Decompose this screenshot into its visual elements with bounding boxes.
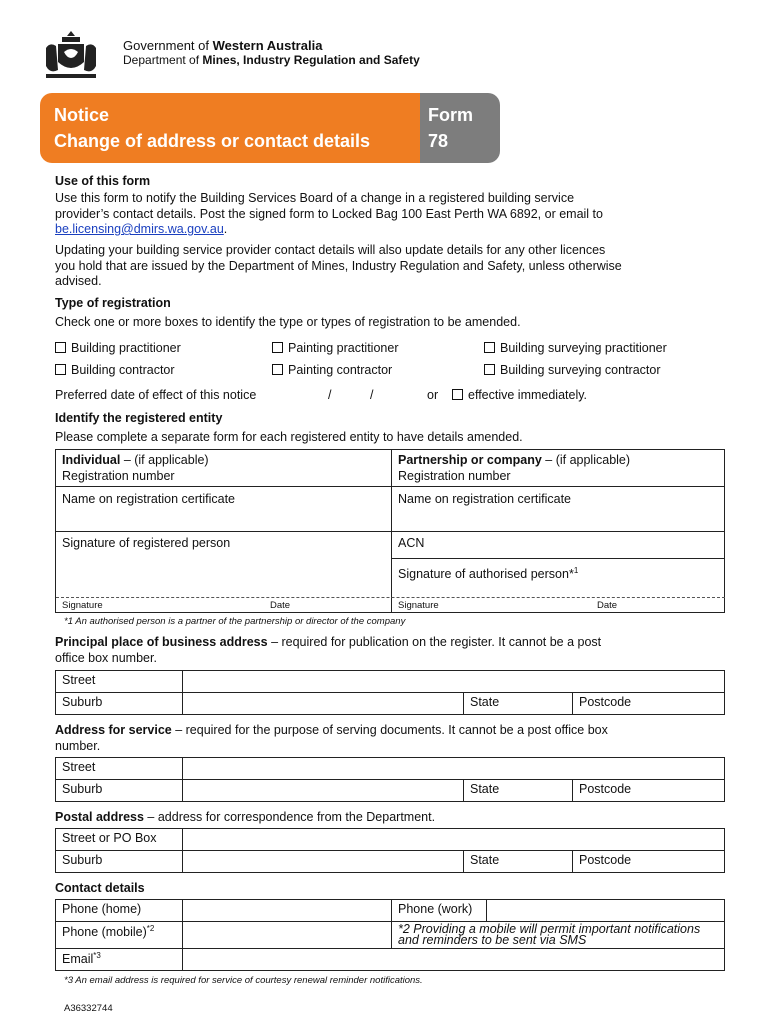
entity-table [55, 449, 725, 613]
service-suburb-input[interactable] [183, 780, 464, 802]
postal-address-table [55, 828, 725, 873]
email-input[interactable] [183, 949, 725, 971]
form-label: Form [428, 105, 473, 125]
service-suburb-label: Suburb [56, 780, 183, 802]
checkbox-icon [55, 364, 66, 375]
use-paragraph-2: Updating your building service provider contact details will also update details for any other licences you hold that are issued by the Department of Mines, Industry Regulation and Safety, unless otherwise advised. [55, 243, 622, 288]
title-banner [40, 93, 420, 163]
postal-street-label: Street or PO Box [56, 829, 183, 851]
principal-postcode-field[interactable]: Postcode [573, 693, 725, 715]
page-title: Change of address or contact details [54, 131, 371, 151]
footnote-1: *1 An authorised person is a partner of the partnership or director of the company [64, 616, 406, 627]
principal-heading: Principal place of business address – required for publication on the register. It cannot be a post office box number. [55, 635, 602, 665]
partnership-heading: Partnership or company – (if applicable) [398, 453, 631, 467]
service-state-field[interactable]: State [464, 780, 573, 802]
checkbox-icon [452, 389, 463, 400]
checkbox-effective-immediately[interactable]: effective immediately. [452, 388, 587, 404]
principal-state-field[interactable]: State [464, 693, 573, 715]
individual-name-field[interactable]: Name on registration certificate [62, 492, 235, 506]
entity-heading: Identify the registered entity [55, 411, 223, 425]
gov-line-2: Department of Mines, Industry Regulation and Safety [123, 53, 420, 67]
principal-suburb-label: Suburb [56, 693, 183, 715]
form-number: 78 [428, 131, 449, 151]
gov-line-1: Government of Western Australia [123, 38, 323, 53]
checkbox-painting-practitioner[interactable]: Painting practitioner [272, 341, 398, 357]
phone-home-label: Phone (home) [56, 900, 183, 922]
partnership-reg-number-field[interactable]: Registration number [398, 469, 511, 483]
checkbox-icon [55, 342, 66, 353]
checkbox-painting-contractor[interactable]: Painting contractor [272, 363, 392, 379]
postal-state-field[interactable]: State [464, 851, 573, 873]
checkbox-icon [272, 342, 283, 353]
mobile-note: *2 Providing a mobile will permit important notifications and reminders to be sent via SMS [392, 922, 725, 949]
wa-crest-logo [40, 28, 102, 83]
acn-field[interactable]: ACN [398, 536, 425, 550]
notice-label: Notice [54, 105, 110, 125]
service-postcode-field[interactable]: Postcode [573, 780, 725, 802]
entity-instruction: Please complete a separate form for each registered entity to have details amended. [55, 430, 523, 444]
date-slash-1: / [328, 388, 332, 402]
checkbox-building-surveying-contractor[interactable]: Building surveying contractor [484, 363, 661, 379]
postal-postcode-field[interactable]: Postcode [573, 851, 725, 873]
phone-work-label: Phone (work) [392, 900, 487, 922]
registration-heading: Type of registration [55, 296, 171, 310]
postal-suburb-label: Suburb [56, 851, 183, 873]
phone-mobile-label: Phone (mobile)$^{*2}$ [56, 922, 183, 949]
phone-mobile-input[interactable] [183, 922, 392, 949]
individual-date-label: Date [270, 600, 291, 611]
individual-signature-label: Signature [62, 600, 103, 611]
service-heading: Address for service – required for the purpose of serving documents. It cannot be a post office box number. [55, 723, 608, 753]
phone-work-input[interactable] [487, 900, 725, 922]
partnership-name-field[interactable]: Name on registration certificate [398, 492, 571, 506]
use-heading: Use of this form [55, 174, 151, 188]
date-slash-2: / [370, 388, 374, 402]
checkbox-building-practitioner[interactable]: Building practitioner [55, 341, 181, 357]
email-link[interactable]: be.licensing@dmirs.wa.gov.au [55, 222, 224, 236]
contact-heading: Contact details [55, 881, 145, 895]
email-label: Email$^{*3}$ [56, 949, 183, 971]
principal-street-input[interactable] [183, 671, 725, 693]
service-street-label: Street [56, 758, 183, 780]
postal-suburb-input[interactable] [183, 851, 464, 873]
phone-home-input[interactable] [183, 900, 392, 922]
checkbox-building-contractor[interactable]: Building contractor [55, 363, 175, 379]
footnote-3: *3 An email address is required for service of courtesy renewal reminder notifications. [64, 975, 423, 986]
postal-street-input[interactable] [183, 829, 725, 851]
principal-address-table [55, 670, 725, 715]
individual-heading: Individual – (if applicable) [62, 453, 209, 467]
document-id: A36332744 [64, 1003, 113, 1014]
principal-suburb-input[interactable] [183, 693, 464, 715]
registration-instruction: Check one or more boxes to identify the type or types of registration to be amended. [55, 315, 521, 329]
service-street-input[interactable] [183, 758, 725, 780]
principal-street-label: Street [56, 671, 183, 693]
partnership-date-label: Date [597, 600, 618, 611]
checkbox-icon [484, 364, 495, 375]
contact-table [55, 899, 725, 971]
postal-heading: Postal address – address for correspondence from the Department. [55, 810, 436, 824]
individual-signature-field[interactable]: Signature of registered person [62, 536, 231, 550]
or-label: or [427, 388, 439, 402]
preferred-date-label: Preferred date of effect of this notice [55, 388, 257, 402]
authorised-signature-field[interactable]: Signature of authorised person*$^1$ [398, 566, 579, 582]
partnership-signature-label: Signature [398, 600, 439, 611]
individual-reg-number-field[interactable]: Registration number [62, 469, 175, 483]
form-number-box [420, 93, 500, 163]
service-address-table [55, 757, 725, 802]
checkbox-icon [484, 342, 495, 353]
use-paragraph-1: Use this form to notify the Building Services Board of a change in a registered building service provider’s contact details. Post the signed form to Locked Bag 100 East Perth WA 6892, or email to be.licensing@dmirs.wa.gov.au. [55, 191, 603, 236]
checkbox-icon [272, 364, 283, 375]
checkbox-building-surveying-practitioner[interactable]: Building surveying practitioner [484, 341, 667, 357]
